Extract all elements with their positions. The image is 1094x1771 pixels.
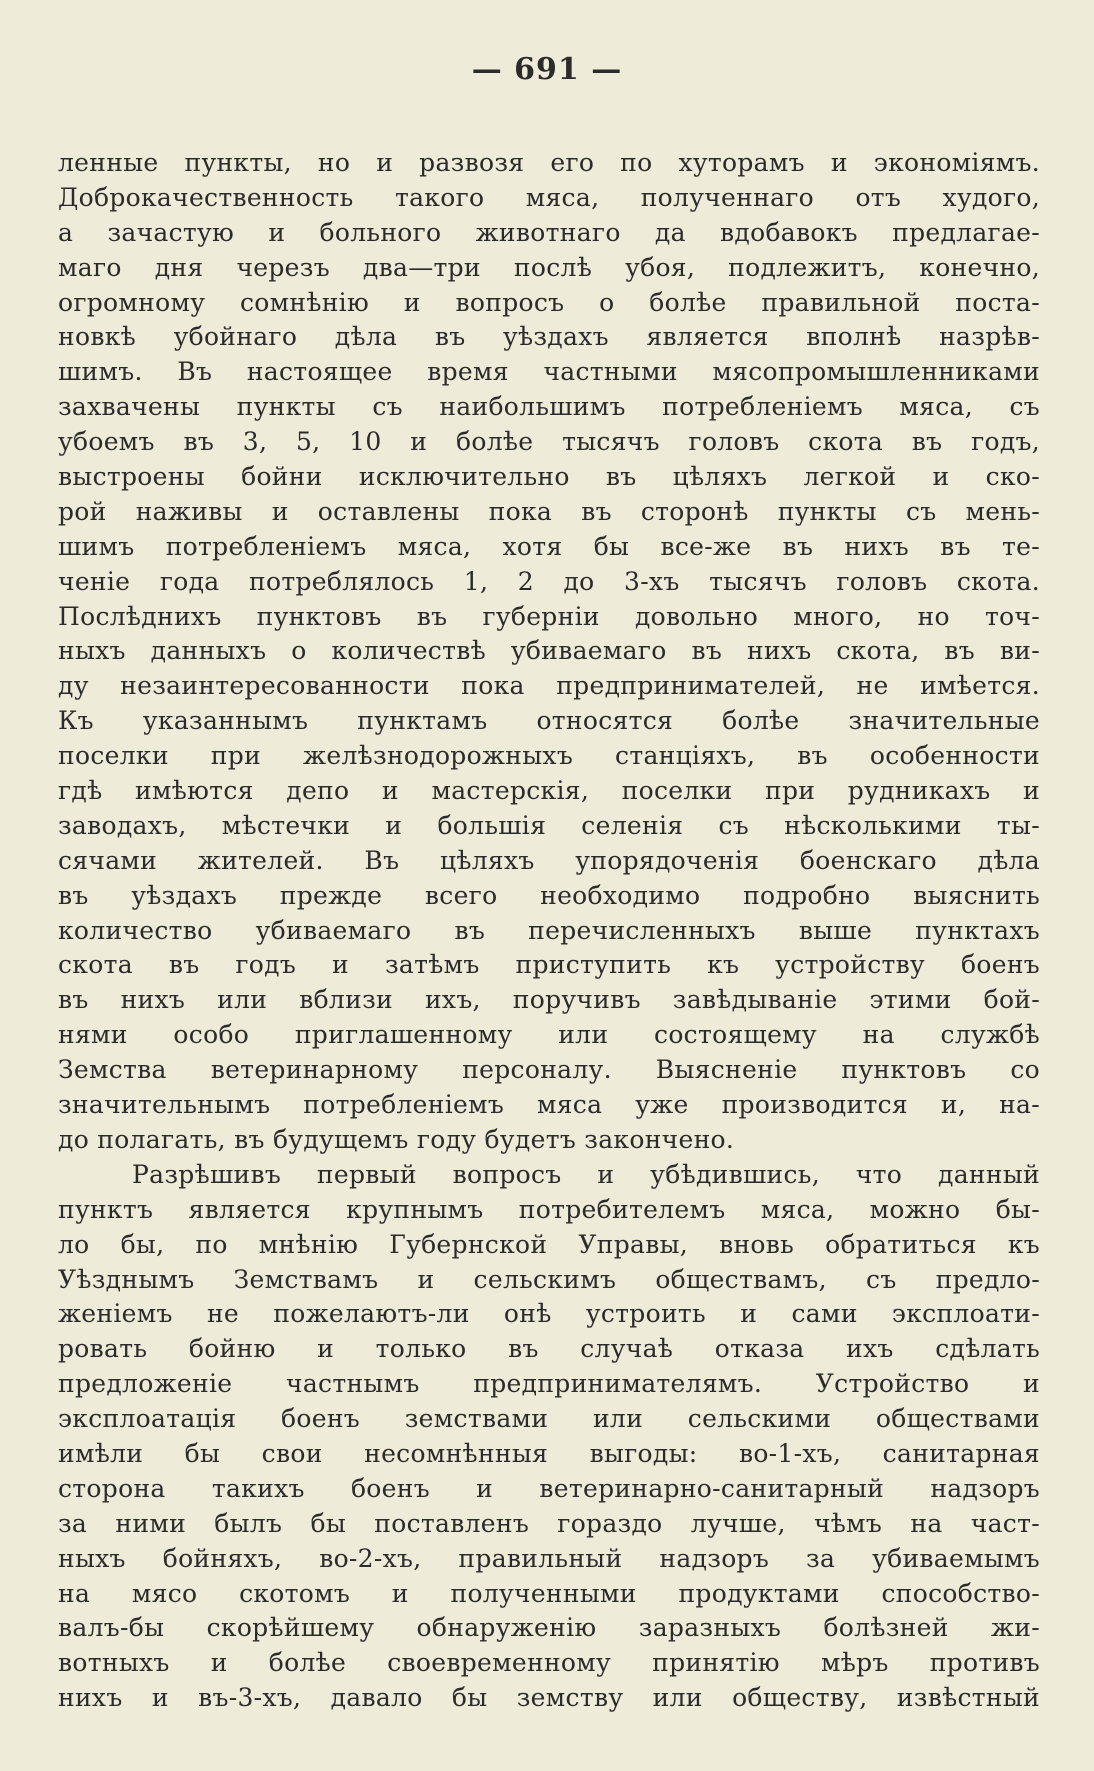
text-line: за ними былъ бы поставленъ гораздо лучше, чѣмъ на част- <box>58 1508 1040 1538</box>
text-line: женіемъ не пожелаютъ-ли онѣ устроить и сами эксплоати- <box>58 1299 1040 1329</box>
text-line: заводахъ, мѣстечки и большія селенія съ нѣсколькими ты- <box>58 810 1040 840</box>
body-text <box>58 146 1040 1716</box>
text-line: а зачастую и больного животнаго да вдобавокъ предлагае- <box>58 217 1040 247</box>
text-line: нихъ и въ-3-хъ, давало бы земству или обществу, извѣстный <box>58 1683 1040 1713</box>
text-line: въ уѣздахъ прежде всего необходимо подробно выяснить <box>58 880 1040 910</box>
text-line: пунктъ является крупнымъ потребителемъ мяса, можно бы- <box>58 1194 1040 1224</box>
text-line: ныхъ данныхъ о количествѣ убиваемаго въ нихъ скота, въ ви- <box>58 636 1040 666</box>
text-line: ду незаинтересованности пока предпринимателей, не имѣется. <box>58 671 1040 701</box>
text-line: шимъ потребленіемъ мяса, хотя бы все-же въ нихъ въ те- <box>58 531 1040 561</box>
text-line: Уѣзднымъ Земствамъ и сельскимъ обществамъ, съ предло- <box>58 1264 1040 1294</box>
text-line: рой наживы и оставлены пока въ сторонѣ пункты съ мень- <box>58 496 1040 526</box>
text-line: имѣли бы свои несомнѣнныя выгоды: во-1-хъ, санитарная <box>58 1438 1040 1468</box>
text-line: ныхъ бойняхъ, во-2-хъ, правильный надзоръ за убиваемымъ <box>58 1543 1040 1573</box>
text-line: маго дня черезъ два—три послѣ убоя, подлежитъ, конечно, <box>58 252 1040 282</box>
text-line: захвачены пункты съ наибольшимъ потребленіемъ мяса, съ <box>58 392 1040 422</box>
text-line: на мясо скотомъ и полученными продуктами способство- <box>58 1578 1040 1608</box>
text-line: новкѣ убойнаго дѣла въ уѣздахъ является вполнѣ назрѣв- <box>58 322 1040 352</box>
text-line: Разрѣшивъ первый вопросъ и убѣдившись, что данный <box>132 1159 1040 1189</box>
text-line: Послѣднихъ пунктовъ въ губерніи довольно много, но точ- <box>58 601 1040 631</box>
text-line: скота въ годъ и затѣмъ приступить къ устройству боенъ <box>58 950 1040 980</box>
text-line: ченіе года потреблялось 1, 2 до 3-хъ тысячъ головъ скота. <box>58 566 1040 596</box>
text-line: Земства ветеринарному персоналу. Выясненіе пунктовъ со <box>58 1055 1040 1085</box>
text-line: огромному сомнѣнію и вопросъ о болѣе правильной поста- <box>58 287 1040 317</box>
text-line: шимъ. Въ настоящее время частными мясопромышленниками <box>58 357 1040 387</box>
text-line: сторона такихъ боенъ и ветеринарно-санитарный надзоръ <box>58 1473 1040 1503</box>
text-line: въ нихъ или вблизи ихъ, поручивъ завѣдываніе этими бой- <box>58 985 1040 1015</box>
text-line: значительнымъ потребленіемъ мяса уже производится и, на- <box>58 1090 1040 1120</box>
text-line: ровать бойню и только въ случаѣ отказа ихъ сдѣлать <box>58 1334 1040 1364</box>
text-line: до полагать, въ будущемъ году будетъ закончено. <box>58 1124 735 1154</box>
text-line: выстроены бойни исключительно въ цѣляхъ легкой и ско- <box>58 462 1040 492</box>
text-line: гдѣ имѣются депо и мастерскія, поселки при рудникахъ и <box>58 776 1040 806</box>
text-line: убоемъ въ 3, 5, 10 и болѣе тысячъ головъ скота въ годъ, <box>58 427 1040 457</box>
text-line: количество убиваемаго въ перечисленныхъ выше пунктахъ <box>58 915 1040 945</box>
text-line: предложеніе частнымъ предпринимателямъ. Устройство и <box>58 1369 1040 1399</box>
text-line: поселки при желѣзнодорожныхъ станціяхъ, въ особенности <box>58 741 1040 771</box>
text-line: вотныхъ и болѣе своевременному принятію мѣръ противъ <box>58 1648 1040 1678</box>
text-line: сячами жителей. Въ цѣляхъ упорядоченія боенскаго дѣла <box>58 845 1040 875</box>
text-line: эксплоатація боенъ земствами или сельскими обществами <box>58 1404 1040 1434</box>
text-line: Доброкачественность такого мяса, полученнаго отъ худого, <box>58 182 1040 212</box>
text-line: ло бы, по мнѣнію Губернской Управы, вновь обратиться къ <box>58 1229 1040 1259</box>
text-line: нями особо приглашенному или состоящему на службѣ <box>58 1020 1040 1050</box>
text-line: ленные пункты, но и развозя его по хуторамъ и экономіямъ. <box>58 148 1040 177</box>
text-line: валъ-бы скорѣйшему обнаруженію заразныхъ болѣзней жи- <box>58 1613 1040 1643</box>
page-number: — 691 — <box>471 52 623 87</box>
text-line: Къ указаннымъ пунктамъ относятся болѣе значительные <box>58 706 1040 736</box>
